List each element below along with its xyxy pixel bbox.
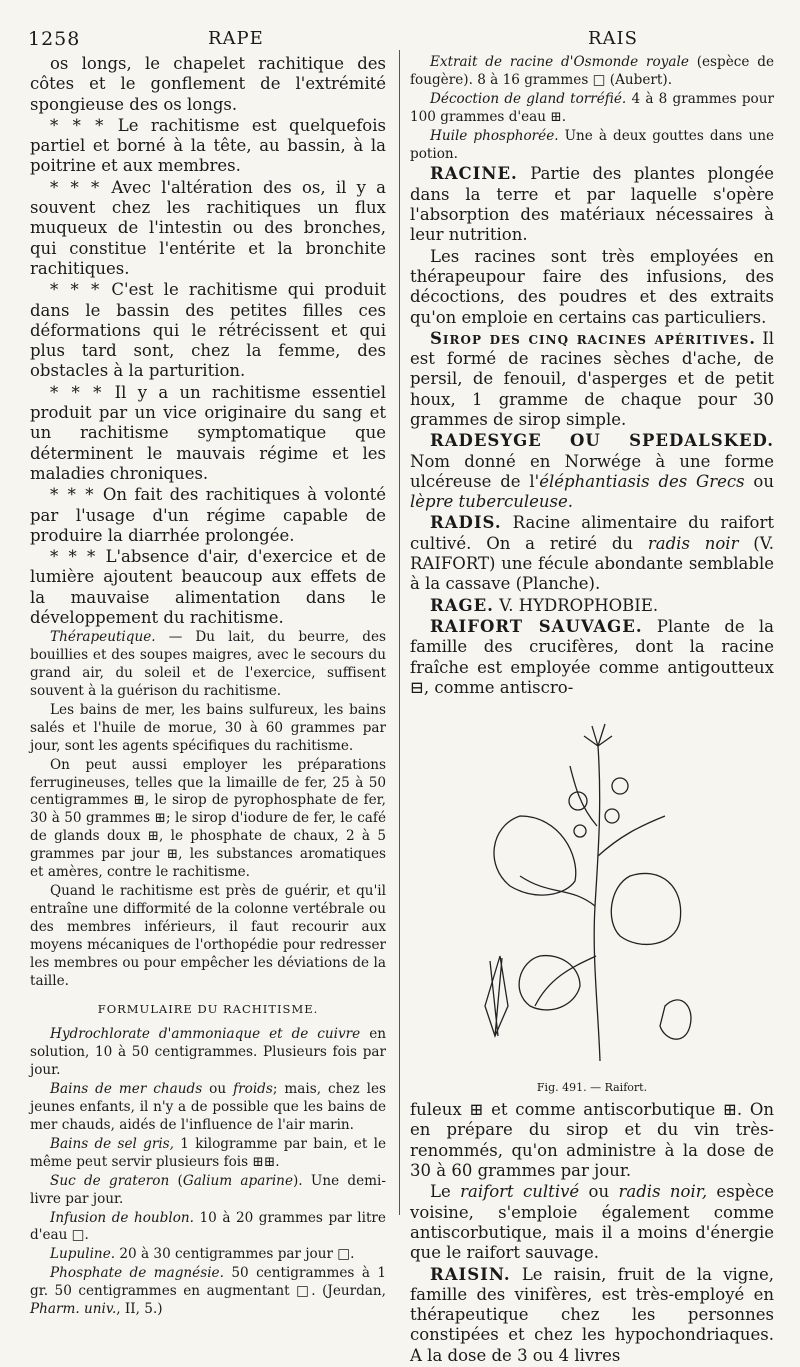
text: ou [579, 1182, 619, 1202]
italic-text: Thérapeutique. [50, 629, 156, 646]
text: Racine alimentaire du raifort cultivé. On a retiré du [410, 513, 774, 553]
italic-text: Pharm. univ. [30, 1301, 117, 1318]
text: 10 à 20 grammes par litre d'eau □. [30, 1209, 386, 1244]
text: On fait des rachitiques à volonté par l'usage d'un régime capable de produire la diarrhée prolongée. [30, 485, 386, 545]
text: Quand le rachitisme est près de guérir, et qu'il entraîne une difformité de la colonne vertébrale ou des membres inférieurs, il faut recourir aux moyens mécaniques de l'orthopédie pour redresser les membres ou pour empêcher les déviations de la taille. [30, 883, 386, 989]
entry-heading: RACINE. [430, 164, 518, 184]
paragraph [410, 513, 774, 594]
formulaire-list [30, 1026, 386, 1319]
italic-text: froids [233, 1081, 273, 1098]
entry-heading: RAGE. [430, 595, 494, 615]
italic-text: Huile phosphorée. [430, 127, 559, 144]
asterism: * * * [50, 280, 112, 300]
italic-text: Phosphate de magnésie. [50, 1265, 224, 1282]
text: On peut aussi employer les préparations ferrugineuses, telles que la limaille de fer, 25 à 50 centigrammes ⊞, le sirop de pyrophosphate de fer, 30 à 50 grammes ⊞; le sirop d'iodure de fer, le café de glands doux ⊞, le phosphate de chaux, 2 à 5 grammes par jour ⊞, les substances aromatiques et amères, contre le rachitisme. [30, 756, 386, 881]
paragraph [30, 702, 386, 756]
paragraph [30, 883, 386, 990]
text: 20 à 30 centigrammes par jour □. [115, 1246, 355, 1263]
text: Le [430, 1182, 461, 1202]
paragraph [30, 757, 386, 882]
text: Les bains de mer, les bains sulfureux, les bains salés et l'huile de morue, 30 à 60 grammes par jour, sont les agents spécifiques du rachitisme. [30, 701, 386, 754]
italic-text: éléphantiasis des Grecs [539, 471, 745, 491]
paragraph [30, 629, 386, 701]
right-running-title: RAIS [588, 28, 638, 49]
paragraph [30, 1173, 386, 1209]
left-therapeutique-text [30, 629, 386, 990]
paragraph [410, 596, 774, 616]
text: — Du lait, du beurre, des bouillies et des soupes maigres, avec le secours du grand air, du soleil et de l'exercice, suffisent souvent à la guérison du rachitisme. [30, 629, 386, 700]
text: L'absence d'air, d'exercice et de lumière ajoutent beaucoup aux effets de la mauvaise alimentation dans le développement du rachitisme. [30, 547, 386, 628]
text: fuleux ⊞ et comme antiscorbutique ⊞. On en prépare du sirop et du vin très-renommés, qu'on administre à la dose de 30 à 60 grammes par jour. [410, 1100, 774, 1181]
text: 4 à 8 grammes pour 100 grammes d'eau ⊞. [410, 90, 774, 125]
italic-text: Hydrochlorate d'ammoniaque et de cuivre [50, 1026, 361, 1043]
paragraph [410, 617, 774, 698]
text: Il est formé de racines sèches d'ache, de persil, de fenouil, d'asperges et de petit houx, 1 gramme de chaque pour 30 grammes de sirop simple. [410, 328, 774, 429]
text: 50 centigrammes à 1 gr. 50 centigrammes en augmentant □. (Jeurdan, [30, 1265, 386, 1300]
italic-text: radis noir [647, 533, 739, 553]
text: Avec l'altération des os, il y a souvent chez les rachitiques un flux muqueux de l'intestin ou des bronches, qui constitue l'entérite et la bronchite rachitiques. [30, 177, 386, 278]
right-continued-text [410, 1100, 774, 1366]
text: Le rachitisme est quelquefois partiel et borné à la tête, au bassin, à la poitrine et aux membres. [30, 115, 386, 176]
page-number: 1258 [28, 28, 81, 50]
paragraph [410, 329, 774, 430]
italic-text: Infusion de houblon. [50, 1209, 194, 1226]
italic-text: Suc de grateron [50, 1172, 170, 1189]
paragraph [30, 1026, 386, 1080]
italic-text: Décoction de gland torréfié. [430, 90, 627, 107]
italic-text: lèpre tuberculeuse. [410, 492, 573, 512]
text: V. HYDROPHOBIE. [493, 595, 659, 615]
entry-heading: RAIFORT SAUVAGE. [430, 616, 643, 636]
column-divider [399, 50, 400, 1215]
text: (V. RAIFORT) une fécule abondante semblable à la cassave (Planche). [410, 533, 774, 594]
asterism: * * * [50, 547, 106, 567]
paragraph [410, 1265, 774, 1366]
text: ; mais, chez les jeunes enfants, il n'y a de possible que les bains de mer chauds, aidés de l'influence de l'air marin. [30, 1081, 386, 1133]
paragraph [30, 1210, 386, 1246]
figure-caption: Fig. 491. — Raifort. [536, 1081, 648, 1095]
paragraph [410, 91, 774, 127]
italic-text: Bains de mer chauds [50, 1081, 203, 1098]
right-main-text [410, 164, 774, 698]
entry-heading: RADIS. [430, 513, 502, 533]
text: Il y a un rachitisme essentiel produit par un vice originaire du sang et un rachitisme symptomatique que déterminent le mauvais régime et les maladies chroniques. [30, 382, 386, 483]
paragraph [30, 178, 386, 279]
paragraph [30, 1136, 386, 1172]
italic-text: Galium aparine [182, 1172, 293, 1189]
italic-text: raifort cultivé [460, 1182, 580, 1202]
italic-text: Extrait de racine d'Osmonde royale [430, 54, 689, 70]
right-formulaire-continued [410, 54, 774, 163]
text: en solution, 10 à 50 centigrammes. Plusieurs fois par jour. [30, 1026, 387, 1079]
asterism: * * * [50, 485, 103, 505]
left-column [30, 54, 386, 1320]
raifort-illustration [480, 706, 700, 1066]
paragraph [410, 164, 774, 245]
paragraph [30, 116, 386, 177]
paragraph [410, 431, 774, 512]
text: C'est le rachitisme qui produit dans le bassin des petites filles ces déformations qui le rétrécissent et qui plus tard sont, chez la femme, des obstacles à la parturition. [30, 280, 386, 381]
text: (espèce de fougère). 8 à 16 grammes □ (Aubert). [410, 54, 774, 88]
asterism: * * * [50, 382, 115, 402]
text: ou [202, 1081, 234, 1098]
running-head [28, 26, 772, 56]
paragraph [410, 128, 774, 164]
formulaire-heading: FORMULAIRE DU RACHITISME. [97, 1002, 319, 1017]
raifort-figure [410, 706, 774, 1094]
text: Nom donné en Norwége à une forme ulcéreuse de l' [410, 451, 774, 491]
italic-text: Bains de sel gris, [50, 1135, 174, 1152]
entry-heading: RAISIN. [430, 1264, 511, 1284]
asterism: * * * [50, 115, 118, 135]
text: os longs, le chapelet rachitique des côtes et le gonflement de l'extrémité spongieuse des os longs. [30, 54, 386, 114]
entry-heading: RADESYGE OU SPEDALSKED. [430, 431, 774, 451]
text: Le raisin, fruit de la vigne, famille des vinifères, est très-employé en thérapeutique chez les personnes constipées et chez les hypochondriaques. A la dose de 3 ou 4 livres [410, 1264, 774, 1365]
paragraph [30, 54, 386, 115]
right-column [410, 54, 774, 1367]
text: ou [744, 471, 774, 491]
italic-text: Lupuline. [50, 1246, 116, 1263]
text: ). Une demi-livre par jour. [30, 1172, 387, 1207]
text: Les racines sont très employées en thérapeupour faire des infusions, des décoctions, des poudres et des extraits qu'on emploie en certains cas particuliers. [410, 246, 774, 327]
text: Plante de la famille des crucifères, dont la racine fraîche est employée comme antigoutteux ⊟, comme antiscro- [410, 616, 774, 697]
text: Une à deux gouttes dans une potion. [410, 127, 774, 162]
paragraph [30, 547, 386, 628]
paragraph [410, 54, 774, 90]
text: espèce voisine, s'emploie également comme antiscorbutique, mais il a moins d'énergie que le raifort sauvage. [410, 1182, 774, 1263]
italic-text: radis noir, [618, 1182, 708, 1202]
text: 1 kilogramme par bain, et le même peut servir plusieurs fois ⊞⊞. [30, 1135, 386, 1170]
entry-heading: Sirop des cinq racines apéritives. [430, 328, 757, 348]
left-running-title: RAPE [208, 28, 264, 49]
paragraph [30, 1265, 386, 1319]
paragraph [30, 485, 386, 546]
asterism: * * * [50, 177, 112, 197]
paragraph [30, 383, 386, 484]
paragraph [30, 1246, 386, 1264]
paragraph [410, 1100, 774, 1181]
text: Partie des plantes plongée dans la terre et par laquelle s'opère l'absorption des matériaux nécessaires à leur nutrition. [410, 164, 774, 245]
text: ( [169, 1172, 183, 1189]
paragraph [30, 1081, 386, 1135]
paragraph [30, 280, 386, 381]
text: , II, 5.) [116, 1301, 163, 1318]
paragraph [410, 247, 774, 328]
paragraph [410, 1182, 774, 1263]
left-main-text [30, 54, 386, 628]
